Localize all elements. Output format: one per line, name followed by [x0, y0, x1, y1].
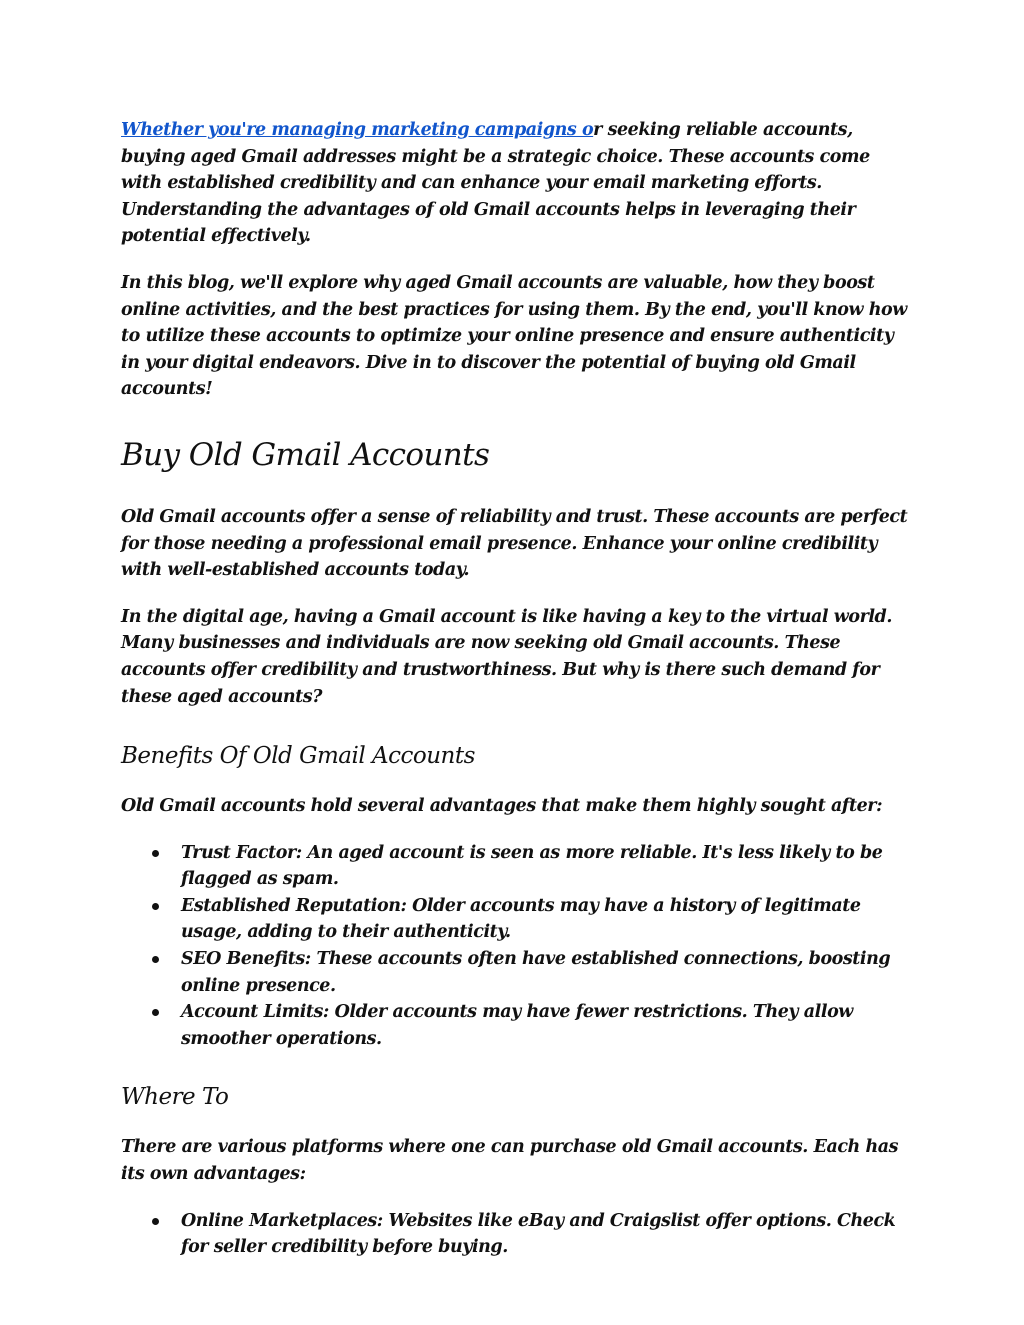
- list-item-text: Account Limits: Older accounts may have fewer restrictions. They allow smoother operations.: [181, 1002, 853, 1049]
- list-item: [181, 840, 911, 893]
- main-paragraph-1: Old Gmail accounts offer a sense of reliability and trust. These accounts are perfect for those needing a professional email presence. Enhance your online credibility with well-established accounts today.: [121, 506, 908, 581]
- document-page: [121, 117, 911, 1261]
- list-item-text: Established Reputation: Older accounts may have a history of legitimate usage, adding to their authenticity.: [181, 895, 861, 943]
- where-heading: Where To: [121, 1084, 229, 1111]
- list-item: [181, 1208, 911, 1261]
- intro-link[interactable]: Whether you're managing marketing campaigns o: [121, 120, 594, 140]
- where-intro: There are various platforms where one can purchase old Gmail accounts. Each has its own advantages:: [121, 1137, 899, 1185]
- intro-paragraph: [121, 117, 911, 250]
- bullet-icon: [152, 903, 159, 910]
- bullet-icon: [152, 1009, 159, 1016]
- main-heading: Buy Old Gmail Accounts: [121, 436, 490, 473]
- bullet-icon: [152, 1218, 159, 1225]
- main-paragraph-2: In the digital age, having a Gmail account is like having a key to the virtual world. Many businesses and individuals are now seeking old Gmail accounts. These accounts offer credibility and trustworthiness. But why is there such demand for these aged accounts?: [121, 606, 892, 707]
- benefits-intro: Old Gmail accounts hold several advantages that make them highly sought after:: [121, 796, 883, 817]
- where-list: [121, 1208, 911, 1261]
- list-item-text: Trust Factor: An aged account is seen as more reliable. It's less likely to be flagged as spam.: [181, 842, 883, 890]
- list-item: [181, 893, 911, 946]
- intro-paragraph-text: r seeking reliable accounts, buying aged Gmail addresses might be a strategic choice. These accounts come with established credibility and can enhance your email marketing efforts. Understanding the advantages of old Gmail accounts helps in leveraging their potential effectively.: [121, 120, 870, 247]
- intro-paragraph-2: In this blog, we'll explore why aged Gmail accounts are valuable, how they boost online activities, and the best practices for using them. By the end, you'll know how to utilize these accounts to optimize your online presence and ensure authenticity in your digital endeavors. Dive in to discover the potential of buying old Gmail accounts!: [121, 272, 907, 400]
- list-item-text: Online Marketplaces: Websites like eBay and Craigslist offer options. Check for seller credibility before buying.: [181, 1210, 896, 1258]
- bullet-icon: [152, 850, 159, 857]
- benefits-list: [121, 840, 911, 1053]
- list-item: [181, 999, 911, 1052]
- list-item: [181, 946, 911, 999]
- list-item-text: SEO Benefits: These accounts often have established connections, boosting online presence.: [181, 949, 891, 996]
- benefits-heading: Benefits Of Old Gmail Accounts: [121, 743, 475, 770]
- bullet-icon: [152, 956, 159, 963]
